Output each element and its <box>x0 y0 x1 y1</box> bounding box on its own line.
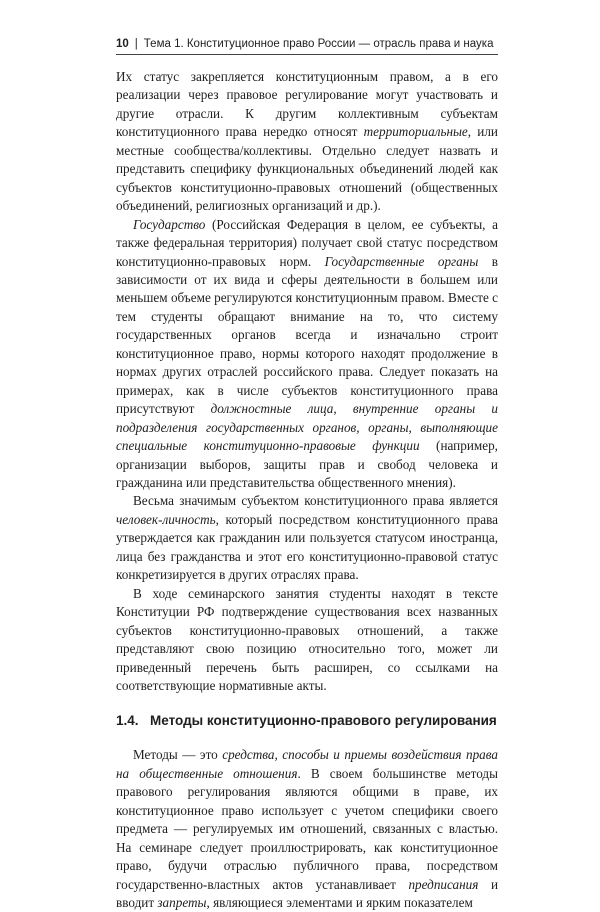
paragraph-5 <box>116 746 498 912</box>
paragraph-2 <box>116 216 498 493</box>
running-title: Тема 1. Конституционное право России — отрасль права и наука <box>143 38 494 50</box>
section-heading <box>116 712 498 730</box>
text-run: , являющиеся элементами и ярким показателем <box>206 895 473 911</box>
header-separator: | <box>134 38 138 50</box>
running-header <box>116 38 498 55</box>
paragraph-3 <box>116 492 498 584</box>
text-run: , который посредством конституционного права утверждается как гражданин или пользуется статусом иностранца, лица без гражданства и этот его конституционно-правовой статус конкретизируется в других отраслях права. <box>116 511 498 583</box>
text-run: (Российская Федерация в целом, ее субъекты, а также федеральная территория) получает свой статус посредством конституционно-правовых норм. <box>116 216 498 269</box>
text-run: . В своем большинстве методы правового регулирования являются общими в праве, их конституционное право использует с учетом специфики своего предмета — регулируемых им отношений, связанных с властью. На семинаре следует проиллюстрировать, как конституционное право, будучи отраслью публичного права, посредством государственно-властных актов устанавливает <box>116 765 498 892</box>
text-run: Их статус закрепляется конституционным правом, а в его реализации через правовое регулирование могут участвовать и другие отрасли. К другим коллективным субъектам конституционного права нередко относят <box>116 69 498 140</box>
italic-term: Государственные органы <box>324 253 479 269</box>
italic-term: запреты <box>157 895 207 911</box>
page-number: 10 <box>116 38 129 50</box>
text-run: Весьма значимым субъектом конституционного права является <box>133 493 498 509</box>
italic-term: предписания <box>408 876 479 892</box>
text-run: и вводит <box>116 876 498 911</box>
italic-term: территориальные <box>363 124 468 140</box>
text-run: в зависимости от их вида и сферы деятельности в большем или меньшем объеме регулируются конституционным правом. Вместе с тем студенты обращают внимание на то, что систему государственных органов всегда и изначально строит конституционное право, нормы которого находят продолжение в нормах других отраслей российского права. Следует показать на примерах, как в числе субъектов конституционного права присутствуют <box>116 253 499 417</box>
text-run: (например, организации выборов, защиты прав и свобод человека и гражданина или представительства общественного мнения). <box>116 438 498 490</box>
text-run: , или местные сообщества/коллективы. Отдельно следует назвать и представить специфику функциональных объединений людей как субъектов конституционно-правовых отношений (общественных объединений, религиозных организаций и др.). <box>116 124 498 214</box>
paragraph-4 <box>116 585 498 696</box>
paragraph-1 <box>116 68 498 216</box>
italic-term: должностные лица, внутренние органы и подразделения государственных органов, органы, выполняющие специальные конституционно-правовые функции <box>116 401 498 454</box>
section-number: 1.4. <box>116 713 139 729</box>
italic-term: Государство <box>133 216 206 232</box>
italic-term: средства, способы и приемы воздействия права на общественные отношения <box>116 747 498 781</box>
text-run: В ходе семинарского занятия студенты находят в тексте Конституции РФ подтверждение существования всех названных субъектов конституционно-правовых отношений, а также представляют свою позицию относительно того, может ли приведенный перечень быть расширен, со ссылками на соответствующие нормативные акты. <box>116 585 498 693</box>
page-body <box>116 68 498 912</box>
italic-term: человек-личность <box>116 511 216 527</box>
section-title: Методы конституционно-правового регулирования <box>150 713 497 729</box>
text-run: Методы — это <box>133 747 223 763</box>
